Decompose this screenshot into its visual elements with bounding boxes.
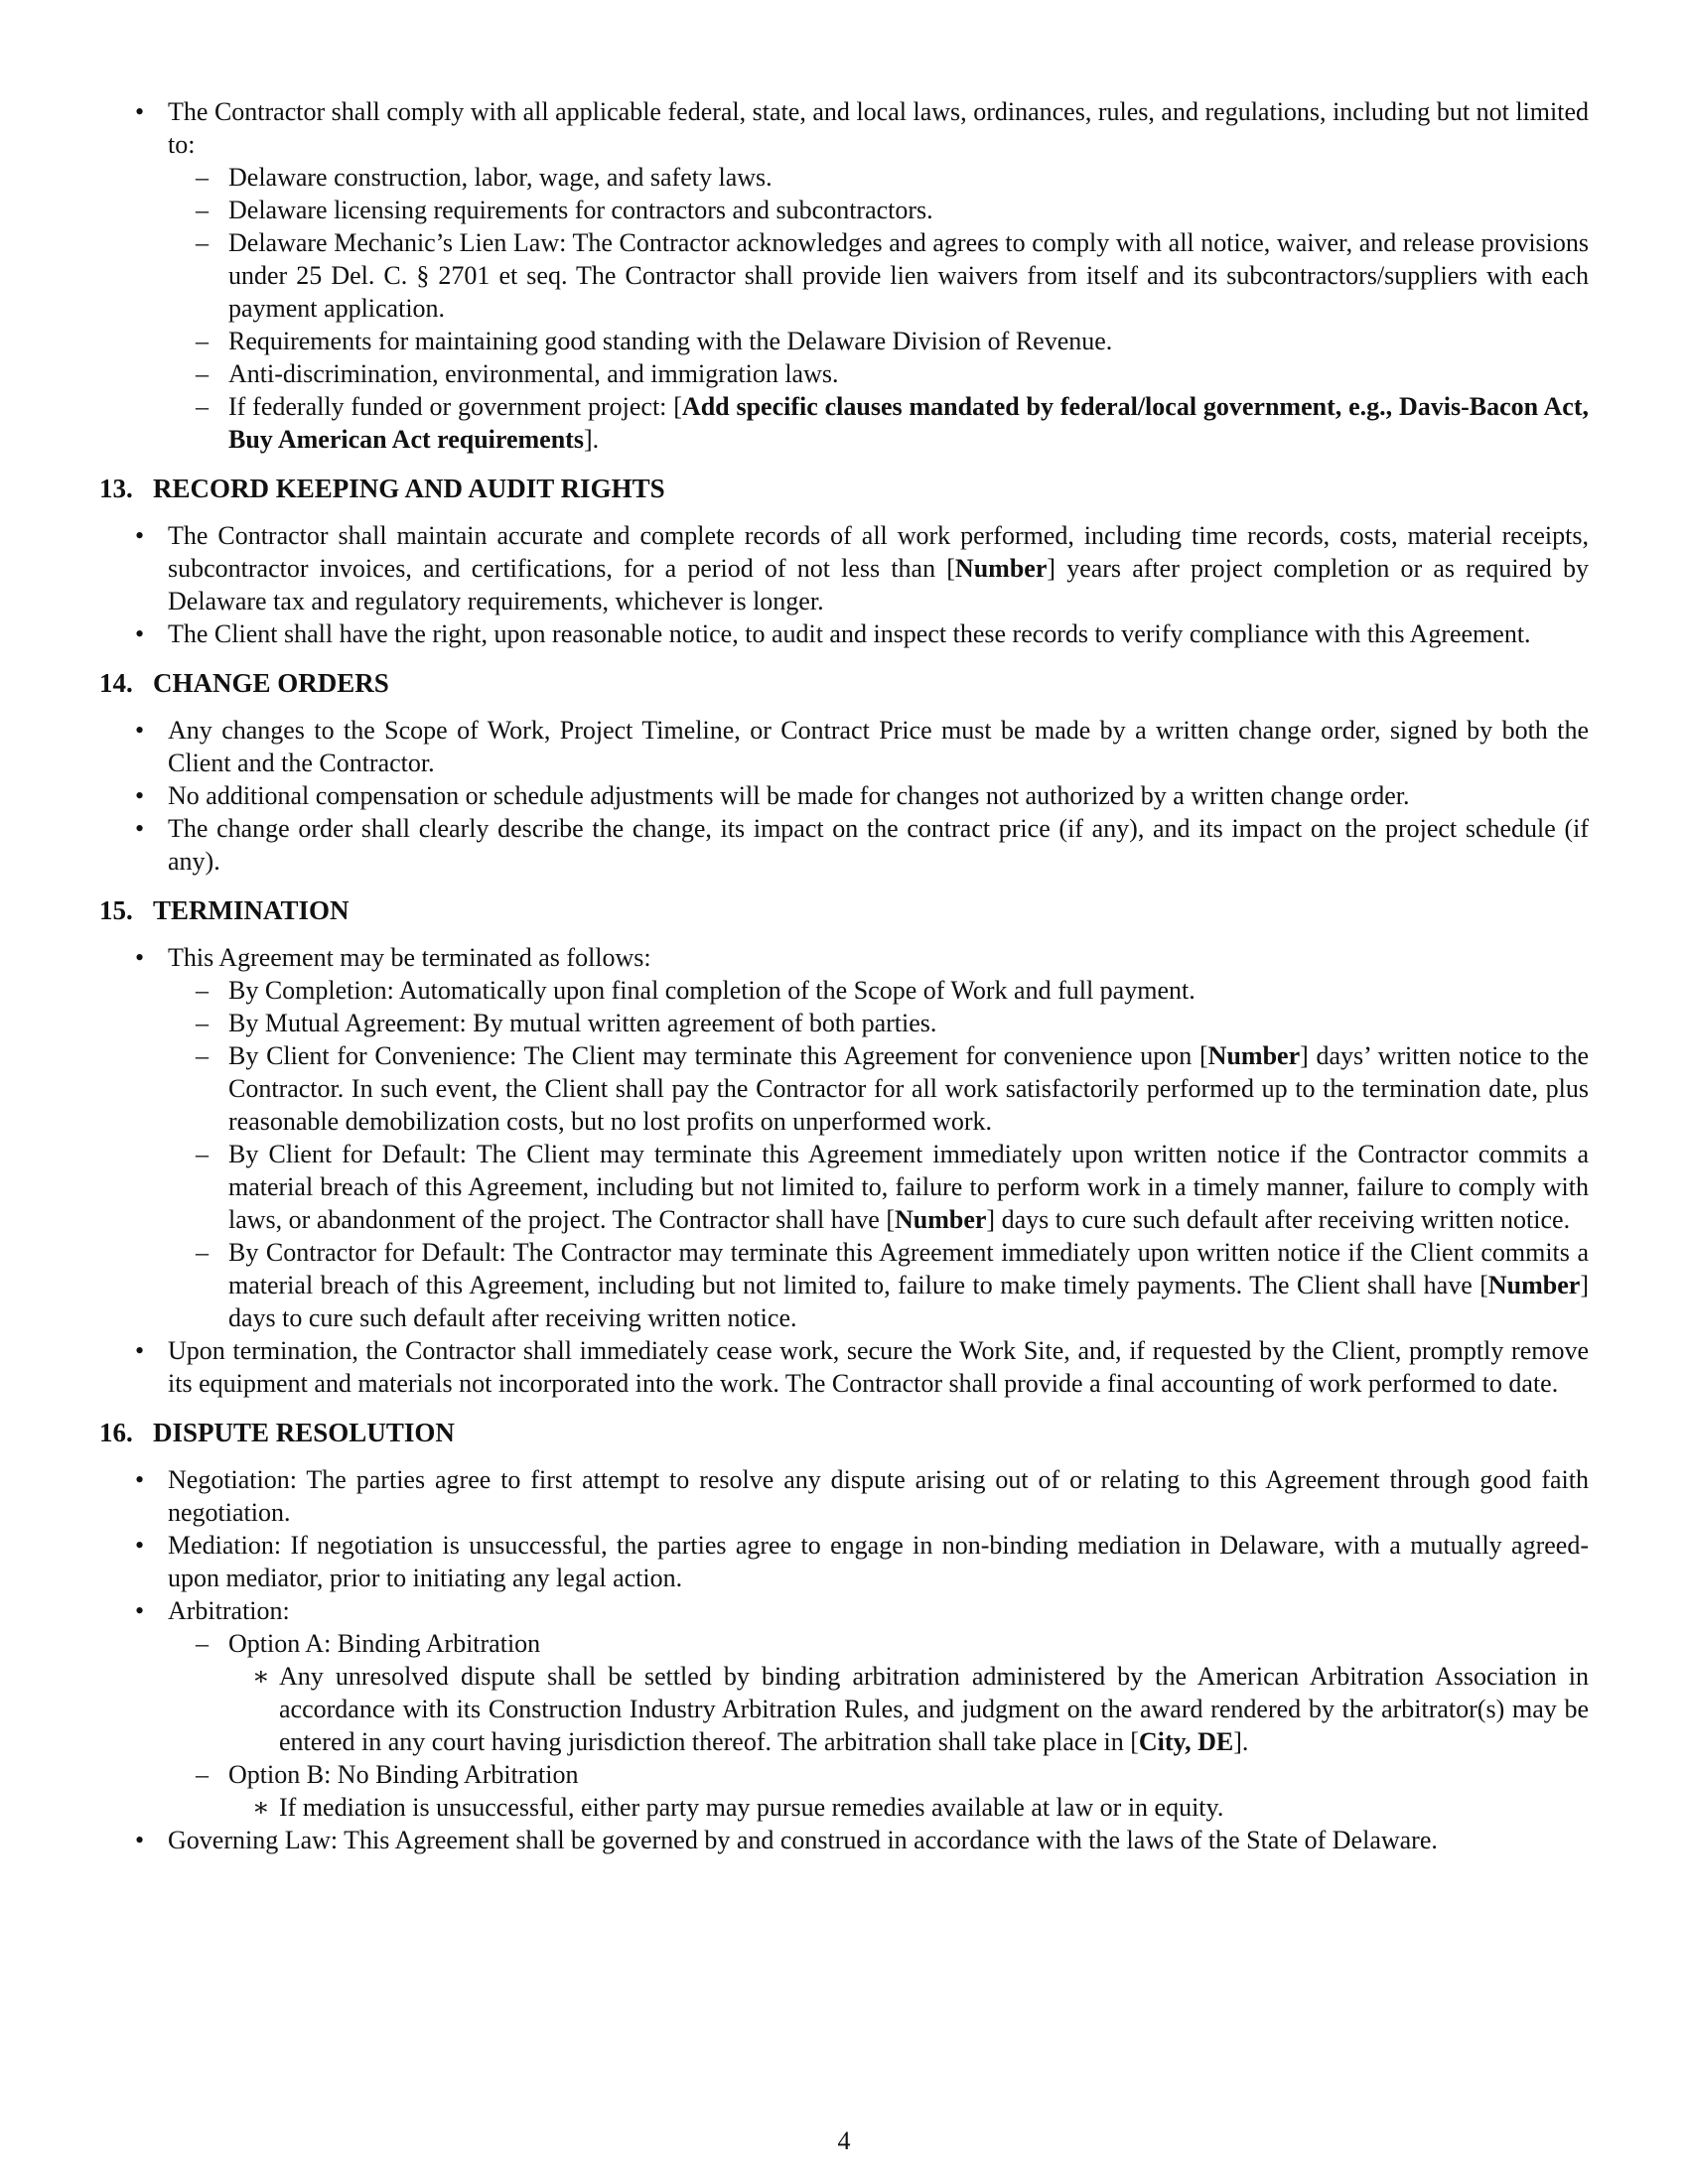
federal-placeholder: Add specific clauses mandated by federal/local government, e.g., Davis-Bacon Act, Buy American Act requirements (228, 392, 1589, 454)
option-b-list (228, 1791, 1589, 1824)
option-b-label: Option B: No Binding Arbitration (228, 1760, 579, 1789)
section-16-list (99, 1463, 1589, 1856)
placeholder-number: Number (954, 554, 1048, 583)
text-run: By Client for Default: The Client may terminate this Agreement immediately upon written notice if the Contractor commits a material breach of this Agreement, including but not limited to, failure to perform work in a timely manner, failure to comply with laws, or abandonment of the project. The Contractor shall have [ (228, 1140, 1589, 1234)
list-item: • The change order shall clearly describe the change, its impact on the contract price (if any), and its impact on the project schedule (if any). (99, 812, 1589, 878)
list-item (168, 1138, 1589, 1236)
text-run: ]. (1233, 1727, 1249, 1756)
arbitration-options (168, 1627, 1589, 1824)
list-item (168, 1236, 1589, 1334)
option-a-list (228, 1660, 1589, 1758)
text-run: ] days to cure such default after receiving written notice. (986, 1205, 1571, 1234)
section-title: TERMINATION (153, 895, 350, 925)
arbitration-label: Arbitration: (168, 1596, 290, 1625)
list-item (228, 1660, 1589, 1758)
list-item: • No additional compensation or schedule adjustments will be made for changes not authorized by a written change order. (99, 779, 1589, 812)
list-item (168, 1039, 1589, 1138)
list-item (99, 941, 1589, 1334)
list-item (99, 95, 1589, 456)
list-item (168, 1758, 1589, 1824)
section-title: CHANGE ORDERS (153, 668, 389, 698)
list-item: • Negotiation: The parties agree to first attempt to resolve any dispute arising out of or relating to this Agreement through good faith negotiation. (99, 1463, 1589, 1529)
list-item: – Delaware Mechanic’s Lien Law: The Contractor acknowledges and agrees to comply with all notice, waiver, and release provisions under 25 Del. C. § 2701 et seq. The Contractor shall provide lien waivers from itself and its subcontractors/suppliers with each payment application. (168, 226, 1589, 325)
section-number: 15. (99, 895, 133, 925)
list-item: • Mediation: If negotiation is unsuccessful, the parties agree to engage in non-binding mediation in Delaware, with a mutually agreed-upon mediator, prior to initiating any legal action. (99, 1529, 1589, 1594)
section-14-list (99, 714, 1589, 878)
section-number: 13. (99, 474, 133, 503)
text-run: By Client for Convenience: The Client may terminate this Agreement for convenience upon [ (228, 1041, 1208, 1070)
section-title: RECORD KEEPING AND AUDIT RIGHTS (153, 474, 665, 503)
placeholder-number: Number (1487, 1271, 1581, 1299)
text-run: Any unresolved dispute shall be settled by binding arbitration administered by the American Arbitration Association in accordance with its Construction Industry Arbitration Rules, and judgment on the award rendered by the arbitrator(s) may be entered in any court having jurisdiction thereof. The arbitration shall take place in [ (279, 1662, 1589, 1756)
section-heading-14 (99, 667, 1589, 700)
list-item (99, 1594, 1589, 1824)
placeholder-number: Number (1207, 1041, 1301, 1070)
text-run: The Contractor shall maintain accurate and complete records of all work performed, including time records, costs, material receipts, subcontractor invoices, and certifications, for a period of not less than [ (168, 521, 1589, 583)
list-item: – Delaware construction, labor, wage, and safety laws. (168, 161, 1589, 194)
placeholder-number: Number (894, 1205, 987, 1234)
section-title: DISPUTE RESOLUTION (153, 1418, 455, 1447)
list-item: • Any changes to the Scope of Work, Project Timeline, or Contract Price must be made by a written change order, signed by both the Client and the Contractor. (99, 714, 1589, 779)
list-item: – By Completion: Automatically upon final completion of the Scope of Work and full payment. (168, 974, 1589, 1007)
document-page (99, 95, 1589, 1856)
section-heading-16 (99, 1417, 1589, 1449)
list-item: ∗ If mediation is unsuccessful, either party may pursue remedies available at law or in equity. (228, 1791, 1589, 1824)
list-item: • The Client shall have the right, upon reasonable notice, to audit and inspect these records to verify compliance with this Agreement. (99, 617, 1589, 650)
termination-intro: This Agreement may be terminated as follows: (168, 943, 651, 972)
list-item: – By Mutual Agreement: By mutual written agreement of both parties. (168, 1007, 1589, 1039)
list-item: • Upon termination, the Contractor shall immediately cease work, secure the Work Site, and, if requested by the Client, promptly remove its equipment and materials not incorporated into the work. The Contractor shall provide a final accounting of work performed to date. (99, 1334, 1589, 1400)
section-number: 16. (99, 1418, 133, 1447)
list-item: • Governing Law: This Agreement shall be governed by and construed in accordance with the laws of the State of Delaware. (99, 1824, 1589, 1856)
termination-sublist (168, 974, 1589, 1334)
section-heading-13 (99, 473, 1589, 505)
section-13-list (99, 519, 1589, 650)
list-item: – Requirements for maintaining good standing with the Delaware Division of Revenue. (168, 325, 1589, 357)
federal-lead: If federally funded or government project: [ (228, 392, 682, 421)
text-run: ] days’ written notice to the Contractor. In such event, the Client shall pay the Contractor for all work satisfactorily performed up to the termination date, plus reasonable demobilization costs, but no lost profits on unperformed work. (228, 1041, 1589, 1136)
list-item (168, 390, 1589, 456)
compliance-sublist (168, 161, 1589, 456)
federal-tail: ]. (583, 425, 600, 454)
placeholder-city: City, DE (1138, 1727, 1234, 1756)
page-number: 4 (837, 2126, 851, 2155)
text-run: By Contractor for Default: The Contractor may terminate this Agreement immediately upon written notice if the Client commits a material breach of this Agreement, including but not limited to, failure to make timely payments. The Client shall have [ (228, 1238, 1589, 1299)
list-item: – Delaware licensing requirements for contractors and subcontractors. (168, 194, 1589, 226)
text-run: ] days to cure such default after receiving written notice. (228, 1271, 1589, 1332)
compliance-intro: The Contractor shall comply with all applicable federal, state, and local laws, ordinances, rules, and regulations, including but not limited to: (168, 97, 1589, 159)
section-15-list (99, 941, 1589, 1400)
list-item: – Anti-discrimination, environmental, and immigration laws. (168, 357, 1589, 390)
text-run: ] years after project completion or as required by Delaware tax and regulatory requirements, whichever is longer. (168, 554, 1589, 615)
list-item (168, 1627, 1589, 1758)
option-a-label: Option A: Binding Arbitration (228, 1629, 541, 1658)
list-item (99, 519, 1589, 617)
compliance-list (99, 95, 1589, 456)
section-heading-15 (99, 894, 1589, 927)
section-number: 14. (99, 668, 133, 698)
